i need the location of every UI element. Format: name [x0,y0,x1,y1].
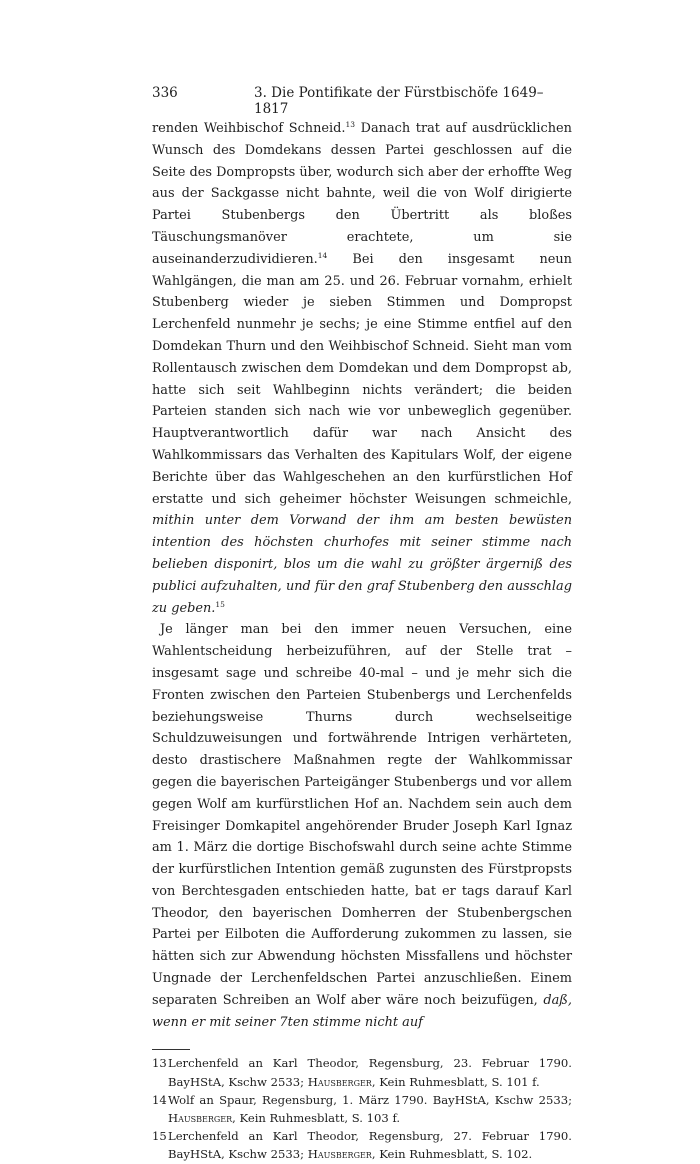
text-run: renden Weihbischof Schneid. [152,121,346,136]
author-name: Hausberger [307,1147,372,1162]
footnote-separator [152,1049,190,1050]
footnotes [152,1054,572,1163]
footnote-13 [152,1054,572,1090]
author-name: Hausberger [307,1074,372,1089]
quoted-source-text: daß, wenn er mit seiner 7ten stimme nicht auf [152,992,572,1030]
text-run: Wolf an Spaur, Regensburg, 1. März 1790. BayHStA, Kschw 2533; [168,1092,572,1107]
footnote-text [168,1054,572,1090]
text-run: Je länger man bei den immer neuen Versuchen, eine Wahlentscheidung herbeizuführen, auf der Stelle trat – insgesamt sage und schreibe 40-mal – und je mehr sich die Fronten zwischen den Parteien Stubenbergs und Lerchenfelds beziehungsweise Thurns durch wechselseitige Schuldzuweisungen und fortwährende Intrigen verhärteten, desto drastischere Maßnahmen regte der Wahlkommissar gegen die bayerischen Parteigänger Stubenbergs und vor allem gegen Wolf am kurfürstlichen Hof an. Nachdem sein auch dem Freisinger Domkapitel angehörender Bruder Joseph Karl Ignaz am 1. März die dortige Bischofswahl durch seine achte Stimme der kurfürstlichen Intention gemäß zugunsten des Fürstpropsts von Berchtesgaden entschieden hatte, bat er tags darauf Karl Theodor, den bayerischen Domherren der Stubenbergschen Partei per Eilboten die Aufforderung zukommen zu lassen, sie hätten sich zur Abwendung höchsten Missfallens und höchster Ungnade der Lerchenfeldschen Partei anzuschließen. Einem separaten Schreiben an Wolf aber wäre noch beizufügen, [152,622,572,1008]
footnote-number: 14 [152,1092,167,1107]
book-page [152,85,572,1164]
footnote-number: 13 [152,1056,167,1071]
paragraph-1 [152,118,572,619]
footnote-text [168,1091,572,1127]
page-number: 336 [152,85,178,101]
footnote-14 [152,1091,572,1127]
text-run: Lerchenfeld an Karl Theodor, Regensburg, 27. Februar 1790. BayHStA, Kschw 2533; [168,1129,572,1162]
footnote-text [168,1127,572,1163]
text-run: Bei den insgesamt neun Wahlgängen, die man am 25. und 26. Februar vornahm, erhielt Stubenberg wieder je sieben Stimmen und Dompropst Lerchenfeld nunmehr je sechs; je eine Stimme entfiel auf den Domdekan Thurn und den Weihbischof Schneid. Sieht man vom Rollentausch zwischen dem Domdekan und dem Dompropst ab, hatte sich seit Wahlbeginn nichts verändert; die beiden Parteien standen sich nach wie vor unbeweglich gegenüber. Hauptverantwortlich dafür war nach Ansicht des Wahlkommissars das Verhalten des Kapitulars Wolf, der eigene Berichte über das Wahlgeschehen an den kurfürstlichen Hof erstatte und sich geheimer höchster Weisungen schmeichle, [152,251,572,507]
footnote-ref-13[interactable]: 13 [345,120,356,129]
paragraph-2 [152,619,572,1033]
quoted-source-text: mithin unter dem Vorwand der ihm am besten bewüsten intention des höchsten churhofes mit seiner stimme nach belieben disponirt, blos um die wahl zu größter ärgerniß des publici aufzuhalten, und für den graf Stubenberg den ausschlag zu geben. [152,513,572,616]
text-run: , Kein Ruhmesblatt, S. 102. [371,1147,533,1162]
running-title: 3. Die Pontifikate der Fürstbischöfe 1649–1817 [254,85,544,117]
text-run: Lerchenfeld an Karl Theodor, Regensburg, 23. Februar 1790. BayHStA, Kschw 2533; [168,1056,572,1089]
footnote-ref-15[interactable]: 15 [215,599,225,609]
author-name: Hausberger [168,1111,233,1126]
footnote-ref-14[interactable]: 14 [317,250,328,260]
text-run: Danach trat auf ausdrücklichen Wunsch des Domdekans dessen Partei geschlossen auf die Seite des Dompropsts über, wodurch sich aber der erhoffte Weg aus der Sackgasse nicht bahnte, weil die von Wolf dirigierte Partei Stubenbergs den Übertritt als bloßes Täuschungsmanöver erachtete, um sie auseinanderzudividieren. [152,121,572,267]
text-run: , Kein Ruhmesblatt, S. 101 f. [371,1074,540,1089]
footnote-15 [152,1127,572,1163]
page-header [152,85,572,117]
footnote-number: 15 [152,1129,167,1144]
main-text [152,118,572,1033]
text-run: , Kein Ruhmesblatt, S. 103 f. [232,1111,401,1126]
